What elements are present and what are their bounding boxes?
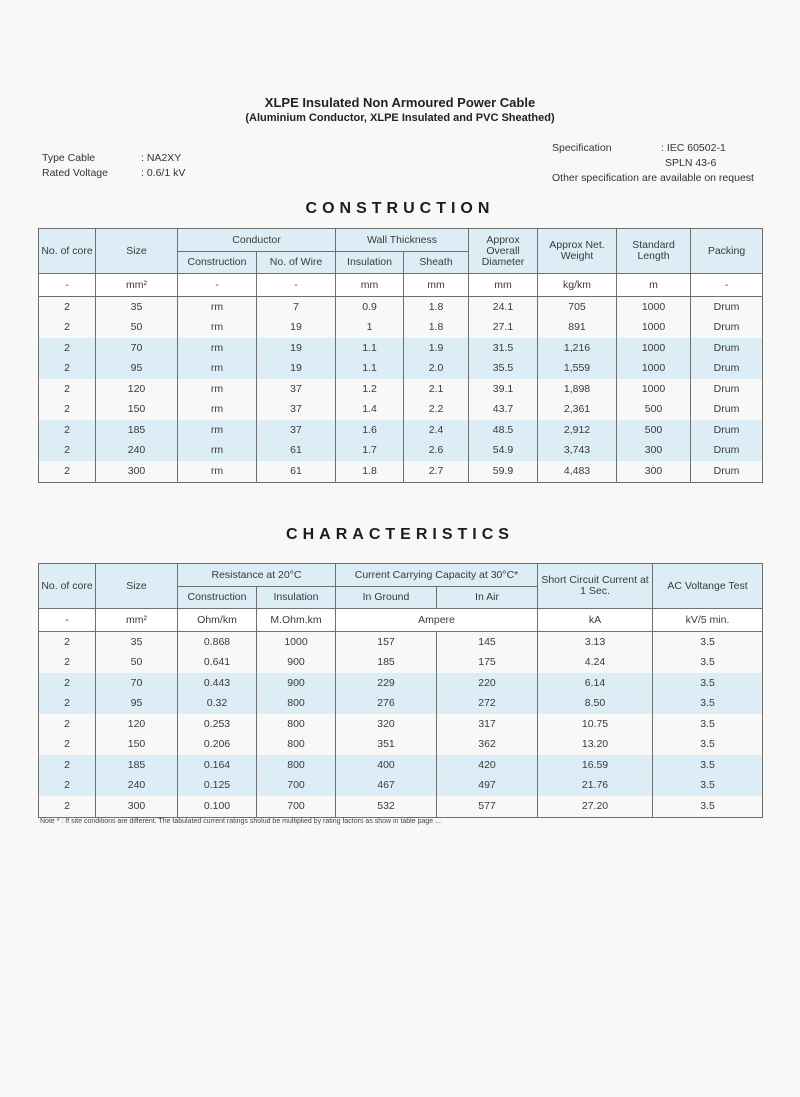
table-cell: 0.443: [178, 673, 257, 694]
unit-cell: -: [691, 274, 763, 297]
unit-ampere: Ampere: [336, 609, 538, 632]
specification-label: Specification: [552, 142, 612, 154]
table-cell: 31.5: [469, 338, 538, 359]
table-cell: 1000: [617, 297, 691, 318]
header-weight: Approx Net. Weight: [538, 229, 617, 274]
table-cell: 500: [617, 400, 691, 421]
table-cell: 300: [617, 441, 691, 462]
table-cell: 6.14: [538, 673, 653, 694]
table-cell: 2: [39, 735, 96, 756]
table-cell: 800: [257, 755, 336, 776]
table-cell: 1,216: [538, 338, 617, 359]
table-cell: 400: [336, 755, 437, 776]
table-cell: 317: [437, 714, 538, 735]
table-cell: 35.5: [469, 359, 538, 380]
table-cell: Drum: [691, 297, 763, 318]
table-cell: Drum: [691, 441, 763, 462]
table-cell: 700: [257, 796, 336, 817]
unit-no-core: -: [39, 609, 96, 632]
table-cell: 185: [96, 755, 178, 776]
table-row: [39, 400, 763, 421]
table-row: [39, 359, 763, 380]
header-packing: Packing: [691, 229, 763, 274]
table-cell: 2: [39, 673, 96, 694]
table-cell: 500: [617, 420, 691, 441]
table-row: [39, 441, 763, 462]
table-cell: 61: [257, 441, 336, 462]
table-cell: 2: [39, 755, 96, 776]
table-cell: 157: [336, 632, 437, 653]
table-cell: rm: [178, 359, 257, 380]
table-cell: 362: [437, 735, 538, 756]
table-row: [39, 653, 763, 674]
unit-cell: -: [178, 274, 257, 297]
table-cell: 95: [96, 694, 178, 715]
table-cell: 1.4: [336, 400, 404, 421]
header-no-core: No. of core: [39, 229, 96, 274]
table-cell: 1000: [617, 338, 691, 359]
table-cell: 120: [96, 714, 178, 735]
table-cell: rm: [178, 379, 257, 400]
table-cell: 2: [39, 461, 96, 482]
unit-ac-test: kV/5 min.: [653, 609, 763, 632]
table-cell: 2: [39, 318, 96, 339]
table-cell: 3.5: [653, 776, 763, 797]
table-cell: 0.32: [178, 694, 257, 715]
unit-short-circuit: kA: [538, 609, 653, 632]
table-cell: 150: [96, 400, 178, 421]
table-cell: 1.1: [336, 338, 404, 359]
table-cell: 0.868: [178, 632, 257, 653]
table-cell: 3.5: [653, 673, 763, 694]
header-diameter: Approx Overall Diameter: [469, 229, 538, 274]
characteristics-title: CHARACTERISTICS: [286, 526, 514, 543]
table-cell: 2: [39, 379, 96, 400]
table-cell: 2.1: [404, 379, 469, 400]
table-cell: 2,361: [538, 400, 617, 421]
table-cell: 2.7: [404, 461, 469, 482]
table-cell: 35: [96, 632, 178, 653]
table-cell: 3.5: [653, 653, 763, 674]
table-cell: 577: [437, 796, 538, 817]
table-cell: 497: [437, 776, 538, 797]
table-cell: Drum: [691, 318, 763, 339]
table-cell: Drum: [691, 338, 763, 359]
table-cell: 272: [437, 694, 538, 715]
table-cell: 185: [96, 420, 178, 441]
unit-cell: kg/km: [538, 274, 617, 297]
header-length: Standard Length: [617, 229, 691, 274]
header-resistance-construction: Construction: [178, 587, 257, 609]
table-cell: 48.5: [469, 420, 538, 441]
type-cable-label: Type Cable: [42, 152, 96, 164]
table-row: [39, 673, 763, 694]
table-cell: 21.76: [538, 776, 653, 797]
table-cell: 185: [336, 653, 437, 674]
table-cell: 0.206: [178, 735, 257, 756]
table-cell: 1: [336, 318, 404, 339]
table-cell: 7: [257, 297, 336, 318]
table-cell: 1.1: [336, 359, 404, 380]
table-cell: 1000: [617, 359, 691, 380]
table-cell: 13.20: [538, 735, 653, 756]
table-cell: 4.24: [538, 653, 653, 674]
table-cell: 800: [257, 735, 336, 756]
header-in-air: In Air: [437, 587, 538, 609]
table-cell: 3.5: [653, 735, 763, 756]
table-cell: 2: [39, 400, 96, 421]
table-row: [39, 714, 763, 735]
table-cell: 220: [437, 673, 538, 694]
table-cell: 0.125: [178, 776, 257, 797]
table-cell: 300: [617, 461, 691, 482]
table-cell: 39.1: [469, 379, 538, 400]
table-cell: 2: [39, 714, 96, 735]
unit-cell: mm²: [96, 274, 178, 297]
table-cell: 2: [39, 338, 96, 359]
table-cell: rm: [178, 420, 257, 441]
table-cell: 351: [336, 735, 437, 756]
table-cell: 59.9: [469, 461, 538, 482]
table-cell: 2,912: [538, 420, 617, 441]
table-cell: 420: [437, 755, 538, 776]
table-cell: 19: [257, 359, 336, 380]
header-resistance-insulation: Insulation: [257, 587, 336, 609]
table-cell: 700: [257, 776, 336, 797]
table-cell: 800: [257, 714, 336, 735]
table-cell: 1.6: [336, 420, 404, 441]
unit-cell: m: [617, 274, 691, 297]
table-cell: 705: [538, 297, 617, 318]
table-row: [39, 694, 763, 715]
table-cell: 37: [257, 420, 336, 441]
table-cell: 0.253: [178, 714, 257, 735]
table-row: [39, 420, 763, 441]
table-cell: 2: [39, 420, 96, 441]
table-cell: 2.4: [404, 420, 469, 441]
table-row: [39, 776, 763, 797]
table-row: [39, 297, 763, 318]
table-cell: 300: [96, 461, 178, 482]
table-cell: 8.50: [538, 694, 653, 715]
table-cell: 1,898: [538, 379, 617, 400]
table-cell: 2: [39, 653, 96, 674]
table-cell: 16.59: [538, 755, 653, 776]
table-row: [39, 461, 763, 482]
table-cell: 175: [437, 653, 538, 674]
table-cell: 0.164: [178, 755, 257, 776]
table-cell: 1,559: [538, 359, 617, 380]
table-cell: 1000: [257, 632, 336, 653]
table-cell: rm: [178, 297, 257, 318]
table-cell: 1.7: [336, 441, 404, 462]
table-cell: 61: [257, 461, 336, 482]
specification-value-2: SPLN 43-6: [665, 157, 717, 169]
table-cell: Drum: [691, 420, 763, 441]
table-row: [39, 796, 763, 817]
header-construction: Construction: [178, 252, 257, 274]
table-cell: 37: [257, 379, 336, 400]
header-size: Size: [96, 564, 178, 609]
table-cell: 2: [39, 796, 96, 817]
header-no-core: No. of core: [39, 564, 96, 609]
table-cell: 1.8: [404, 318, 469, 339]
table-cell: 3.5: [653, 796, 763, 817]
table-cell: 2: [39, 694, 96, 715]
unit-insulation: M.Ohm.km: [257, 609, 336, 632]
table-cell: 0.641: [178, 653, 257, 674]
table-cell: 229: [336, 673, 437, 694]
table-cell: 1.8: [336, 461, 404, 482]
table-cell: 145: [437, 632, 538, 653]
table-cell: 70: [96, 338, 178, 359]
unit-size: mm²: [96, 609, 178, 632]
table-cell: 2: [39, 776, 96, 797]
table-cell: 2.2: [404, 400, 469, 421]
table-cell: 24.1: [469, 297, 538, 318]
table-row: [39, 338, 763, 359]
rated-voltage-value: : 0.6/1 kV: [141, 167, 186, 179]
table-row: [39, 755, 763, 776]
table-cell: 120: [96, 379, 178, 400]
table-cell: 35: [96, 297, 178, 318]
header-sheath: Sheath: [404, 252, 469, 274]
table-cell: 2: [39, 441, 96, 462]
table-cell: rm: [178, 461, 257, 482]
type-cable-value: : NA2XY: [141, 152, 182, 164]
table-cell: 95: [96, 359, 178, 380]
characteristics-table: [38, 563, 763, 818]
table-cell: 900: [257, 653, 336, 674]
table-cell: 19: [257, 318, 336, 339]
header-ac-test: AC Voltange Test: [653, 564, 763, 609]
table-cell: 467: [336, 776, 437, 797]
footnote: Note * : If site conditions are different. The tabulated current ratings sholud be multiplied by rating factors as show in table page ...: [40, 818, 441, 825]
construction-title: CONSTRUCTION: [305, 200, 495, 217]
table-cell: 0.9: [336, 297, 404, 318]
table-row: [39, 318, 763, 339]
table-cell: Drum: [691, 379, 763, 400]
table-cell: 50: [96, 318, 178, 339]
rated-voltage-label: Rated Voltage: [42, 167, 108, 179]
table-cell: rm: [178, 318, 257, 339]
table-cell: 10.75: [538, 714, 653, 735]
table-cell: 276: [336, 694, 437, 715]
table-cell: 150: [96, 735, 178, 756]
table-cell: 1000: [617, 318, 691, 339]
header-resistance: Resistance at 20°C: [178, 564, 336, 587]
table-cell: 19: [257, 338, 336, 359]
construction-table: [38, 228, 763, 483]
unit-cell: -: [257, 274, 336, 297]
table-cell: 1.8: [404, 297, 469, 318]
header-in-ground: In Ground: [336, 587, 437, 609]
table-cell: Drum: [691, 359, 763, 380]
header-no-wire: No. of Wire: [257, 252, 336, 274]
table-cell: 4,483: [538, 461, 617, 482]
table-cell: 320: [336, 714, 437, 735]
table-cell: 900: [257, 673, 336, 694]
unit-construction: Ohm/km: [178, 609, 257, 632]
header-wall-thickness: Wall Thickness: [336, 229, 469, 252]
header-insulation: Insulation: [336, 252, 404, 274]
table-cell: 70: [96, 673, 178, 694]
table-cell: 0.100: [178, 796, 257, 817]
table-cell: 3.5: [653, 714, 763, 735]
table-cell: 3.5: [653, 632, 763, 653]
table-cell: rm: [178, 400, 257, 421]
table-cell: 37: [257, 400, 336, 421]
table-cell: Drum: [691, 461, 763, 482]
table-cell: 2.6: [404, 441, 469, 462]
table-cell: 300: [96, 796, 178, 817]
table-cell: 1.9: [404, 338, 469, 359]
unit-cell: mm: [469, 274, 538, 297]
table-cell: 800: [257, 694, 336, 715]
unit-cell: -: [39, 274, 96, 297]
table-cell: 50: [96, 653, 178, 674]
unit-cell: mm: [404, 274, 469, 297]
table-row: [39, 379, 763, 400]
header-size: Size: [96, 229, 178, 274]
table-cell: 532: [336, 796, 437, 817]
table-cell: 3.13: [538, 632, 653, 653]
unit-cell: mm: [336, 274, 404, 297]
table-cell: 54.9: [469, 441, 538, 462]
header-conductor: Conductor: [178, 229, 336, 252]
table-cell: 2.0: [404, 359, 469, 380]
table-cell: 3.5: [653, 755, 763, 776]
document-title: XLPE Insulated Non Armoured Power Cable: [264, 95, 536, 110]
table-cell: rm: [178, 441, 257, 462]
table-cell: 3.5: [653, 694, 763, 715]
table-cell: 43.7: [469, 400, 538, 421]
table-cell: 3,743: [538, 441, 617, 462]
header-current-capacity: Current Carrying Capacity at 30°C*: [336, 564, 538, 587]
table-cell: rm: [178, 338, 257, 359]
header-short-circuit: Short Circuit Current at 1 Sec.: [538, 564, 653, 609]
table-cell: 240: [96, 441, 178, 462]
table-cell: 1.2: [336, 379, 404, 400]
table-cell: Drum: [691, 400, 763, 421]
table-cell: 2: [39, 359, 96, 380]
table-cell: 2: [39, 632, 96, 653]
table-cell: 2: [39, 297, 96, 318]
table-cell: 891: [538, 318, 617, 339]
specification-other: Other specification are available on request: [552, 172, 754, 184]
document-subtitle: (Aluminium Conductor, XLPE Insulated and PVC Sheathed): [245, 112, 555, 124]
table-row: [39, 632, 763, 653]
table-cell: 27.20: [538, 796, 653, 817]
table-cell: 1000: [617, 379, 691, 400]
table-row: [39, 735, 763, 756]
table-cell: 27.1: [469, 318, 538, 339]
table-cell: 240: [96, 776, 178, 797]
specification-value-1: : IEC 60502-1: [661, 142, 726, 154]
